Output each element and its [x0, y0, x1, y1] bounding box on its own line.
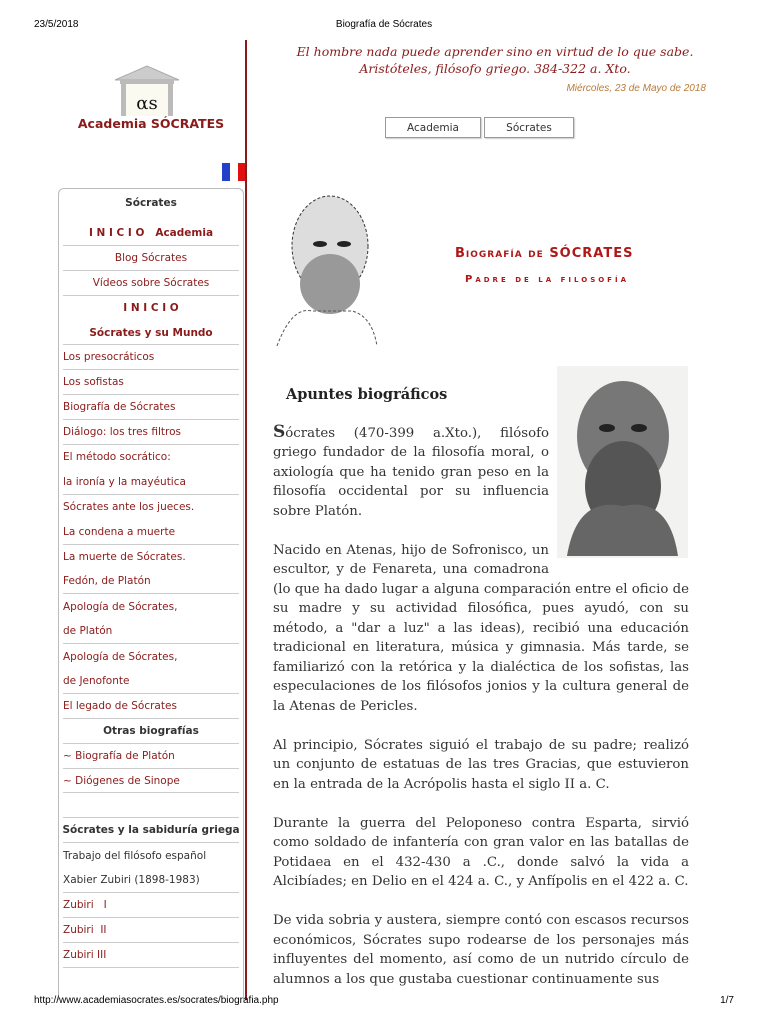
divider [245, 40, 247, 1000]
sidebar-item[interactable]: Los presocráticos [63, 345, 239, 370]
sidebar-item[interactable]: ~ Diógenes de Sinope [63, 769, 239, 794]
socrates-button[interactable]: Sócrates [484, 117, 574, 138]
logo-name[interactable]: Academia SÓCRATES [77, 116, 225, 131]
page-subtitle: Padre de la filosofía [465, 274, 629, 285]
sidebar-item[interactable]: Zubiri II [63, 918, 239, 943]
article [273, 385, 689, 1009]
svg-text:αs: αs [136, 93, 158, 114]
sidebar-item[interactable]: La muerte de Sócrates. [63, 551, 186, 564]
page-title: Biografía de SÓCRATES [455, 246, 634, 261]
drop-initial: S [273, 421, 286, 442]
paragraph-text: ócrates (470-399 a.Xto.), filósofo griego fundador de la filosofía moral, o axiología que ha tenido gran peso en la filosofía occidental por su influencia sobre Platón. [273, 425, 549, 519]
sidebar [58, 188, 244, 1000]
sidebar-item[interactable]: La condena a muerte [63, 520, 239, 545]
sidebar-item [63, 793, 239, 818]
sidebar-item[interactable]: Zubiri I [63, 893, 239, 918]
paragraph: Nacido en Atenas, hijo de Sofronisco, un escultor, y de Fenareta, una comadrona (lo que ha dado lugar a alguna comparación entre el oficio de su madre y su actividad filosófica, pues ayudó, con su método, a "dar a luz" a las ideas), recibió una educación tradicional en literatura, música y gimnasia. Más tarde, se familiarizó con la retórica y la dialéctica de los sofistas, las especulaciones de los filósofos jonios y la cultura general de la Atenas de Pericles. [273, 542, 689, 714]
sidebar-item[interactable]: El legado de Sócrates [63, 694, 239, 719]
current-date: Miércoles, 23 de Mayo de 2018 [566, 83, 706, 94]
quote-text: El hombre nada puede aprender sino en virtud de lo que sabe. [296, 44, 694, 59]
sidebar-item[interactable]: Sócrates ante los jueces. [63, 501, 195, 514]
sidebar-item[interactable]: Blog Sócrates [63, 246, 239, 271]
section-heading: Apuntes biográficos [286, 386, 448, 403]
sidebar-item: Xabier Zubiri (1898-1983) [63, 868, 239, 893]
sidebar-item[interactable]: de Jenofonte [63, 669, 239, 694]
sidebar-item[interactable]: ~ Biografía de Platón [63, 744, 239, 769]
logo-temple-icon [112, 64, 182, 119]
sidebar-item[interactable]: Diálogo: los tres filtros [63, 420, 239, 445]
socrates-sketch-image [272, 186, 382, 348]
sidebar-item[interactable]: Apología de Sócrates, [63, 600, 178, 613]
quote [260, 43, 730, 77]
sidebar-section-heading[interactable]: Sócrates y su Mundo [63, 321, 239, 346]
sidebar-section-heading[interactable]: I N I C I O Academia [63, 221, 239, 246]
sidebar-item[interactable]: Los sofistas [63, 370, 239, 395]
print-url: http://www.academiasocrates.es/socrates/biografia.php [34, 995, 279, 1006]
sidebar-section-heading: Otras biografías [63, 719, 239, 744]
quote-author: Aristóteles, filósofo griego. 384-322 a. Xto. [359, 61, 631, 76]
sidebar-item[interactable]: Apología de Sócrates, [63, 650, 178, 663]
academia-button[interactable]: Academia [385, 117, 481, 138]
sidebar-item[interactable]: Vídeos sobre Sócrates [63, 271, 239, 296]
sidebar-section-heading: Sócrates y la sabiduría griega [63, 818, 239, 843]
sidebar-section-heading[interactable]: I N I C I O [123, 302, 179, 315]
paragraph: Durante la guerra del Peloponeso contra Esparta, sirvió como soldado de infantería con gran valor en las batallas de Potidaea en el 432-430 a .C., donde salvó la vida a Alcibíades; en Delio en el 424 a. C., y Anfípolis en el 422 a. C. [273, 815, 689, 889]
sidebar-item[interactable]: la ironía y la mayéutica [63, 470, 239, 495]
sidebar-item[interactable]: Zubiri III [63, 943, 239, 968]
paragraph: Al principio, Sócrates siguió el trabajo de su padre; realizó un conjunto de estatuas de las tres Gracias, que estuvieron en la entrada de la Acrópolis hasta el siglo II a. C. [273, 737, 689, 792]
print-page-number: 1/7 [720, 995, 734, 1006]
print-date: 23/5/2018 [34, 19, 79, 30]
sidebar-item[interactable]: de Platón [63, 619, 239, 644]
sidebar-item[interactable]: El método socrático: [63, 451, 171, 464]
paragraph: De vida sobria y austera, siempre contó con escasos recursos económicos, Sócrates supo rodearse de los personajes más influyentes del momento, así como de un nutrido círculo de alumnos a los que gustaba cuestionar continuamente sus [273, 913, 689, 987]
sidebar-heading: Sócrates [125, 197, 177, 209]
sidebar-item: Trabajo del filósofo español [63, 849, 207, 862]
sidebar-item[interactable]: Biografía de Sócrates [63, 395, 239, 420]
sidebar-item[interactable]: Fedón, de Platón [63, 569, 239, 594]
print-title: Biografía de Sócrates [335, 19, 433, 30]
french-flag-icon[interactable] [222, 163, 246, 181]
